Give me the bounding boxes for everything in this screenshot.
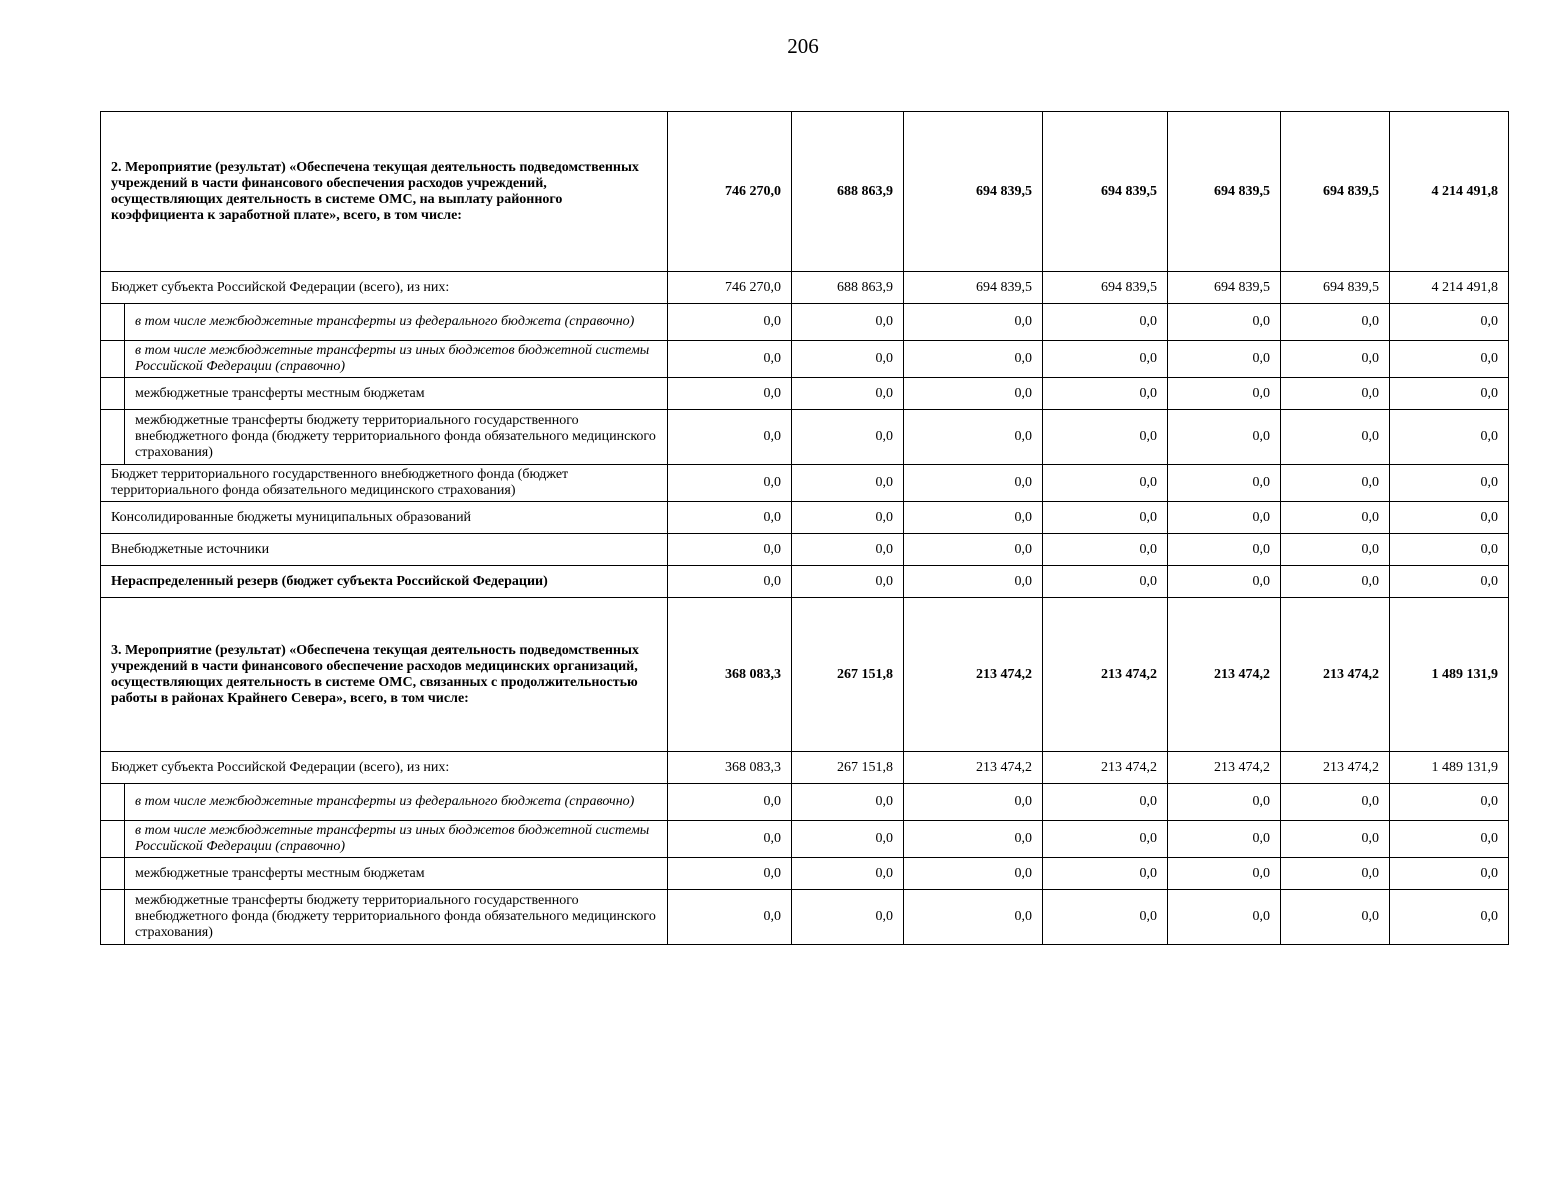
row-label: межбюджетные трансферты бюджету территориального государственного внебюджетного фонда (бюджету территориального фонда обязательного медицинского страхования)	[125, 890, 668, 945]
indent-cell	[101, 890, 125, 945]
value-cell: 0,0	[668, 784, 792, 821]
value-cell: 0,0	[1168, 784, 1281, 821]
value-cell: 0,0	[904, 890, 1043, 945]
value-cell: 0,0	[1281, 304, 1390, 341]
section-title: 3. Мероприятие (результат) «Обеспечена текущая деятельность подведомственных учреждений в части финансового обеспечение расходов медицинских организаций, осуществляющих деятельность в системе ОМС, связанных с продолжительностью работы в районах Крайнего Севера», всего, в том числе:	[101, 598, 668, 752]
row-label: Бюджет территориального государственного внебюджетного фонда (бюджет территориального фонда обязательного медицинского страхования)	[101, 465, 668, 502]
indent-cell	[101, 784, 125, 821]
value-cell: 0,0	[904, 502, 1043, 534]
value-cell: 0,0	[668, 304, 792, 341]
value-cell: 0,0	[904, 465, 1043, 502]
value-cell: 0,0	[1390, 821, 1509, 858]
value-cell: 0,0	[1281, 784, 1390, 821]
value-cell: 267 151,8	[792, 752, 904, 784]
value-cell: 0,0	[668, 821, 792, 858]
value-cell: 0,0	[1043, 858, 1168, 890]
row-label: Бюджет субъекта Российской Федерации (всего), из них:	[101, 752, 668, 784]
value-cell: 694 839,5	[1281, 272, 1390, 304]
value-cell: 0,0	[1281, 410, 1390, 465]
section-header-row	[101, 598, 1509, 752]
indent-cell	[101, 410, 125, 465]
value-cell: 694 839,5	[1168, 272, 1281, 304]
value-cell: 0,0	[1043, 784, 1168, 821]
value-cell: 0,0	[792, 784, 904, 821]
value-cell: 694 839,5	[1281, 112, 1390, 272]
value-cell: 0,0	[1168, 890, 1281, 945]
value-cell: 213 474,2	[1043, 598, 1168, 752]
table-row	[101, 566, 1509, 598]
row-label: в том числе межбюджетные трансферты из федерального бюджета (справочно)	[125, 784, 668, 821]
row-label: Внебюджетные источники	[101, 534, 668, 566]
section-title: 2. Мероприятие (результат) «Обеспечена текущая деятельность подведомственных учреждений в части финансового обеспечения расходов учреждений, осуществляющих деятельность в системе ОМС, на выплату районного коэффициента к заработной плате», всего, в том числе:	[101, 112, 668, 272]
value-cell: 694 839,5	[1043, 112, 1168, 272]
value-cell: 0,0	[1390, 534, 1509, 566]
row-label: межбюджетные трансферты местным бюджетам	[125, 378, 668, 410]
value-cell: 0,0	[792, 465, 904, 502]
value-cell: 0,0	[1281, 465, 1390, 502]
value-cell: 267 151,8	[792, 598, 904, 752]
value-cell: 0,0	[1043, 378, 1168, 410]
table-row	[101, 410, 1509, 465]
value-cell: 368 083,3	[668, 598, 792, 752]
value-cell: 368 083,3	[668, 752, 792, 784]
value-cell: 213 474,2	[904, 752, 1043, 784]
row-label: Консолидированные бюджеты муниципальных образований	[101, 502, 668, 534]
indent-cell	[101, 858, 125, 890]
value-cell: 0,0	[1168, 858, 1281, 890]
table-row	[101, 534, 1509, 566]
value-cell: 0,0	[1281, 858, 1390, 890]
table-row	[101, 858, 1509, 890]
value-cell: 694 839,5	[904, 272, 1043, 304]
budget-table	[100, 111, 1509, 945]
value-cell: 0,0	[1043, 304, 1168, 341]
value-cell: 0,0	[1168, 378, 1281, 410]
row-label: в том числе межбюджетные трансферты из иных бюджетов бюджетной системы Российской Федерации (справочно)	[125, 341, 668, 378]
value-cell: 688 863,9	[792, 112, 904, 272]
value-cell: 213 474,2	[1043, 752, 1168, 784]
value-cell: 0,0	[668, 465, 792, 502]
value-cell: 0,0	[1281, 821, 1390, 858]
value-cell: 0,0	[1168, 465, 1281, 502]
value-cell: 0,0	[668, 534, 792, 566]
table-row	[101, 272, 1509, 304]
value-cell: 0,0	[1043, 465, 1168, 502]
value-cell: 0,0	[1390, 304, 1509, 341]
table-row	[101, 502, 1509, 534]
value-cell: 0,0	[1390, 566, 1509, 598]
value-cell: 0,0	[792, 304, 904, 341]
value-cell: 0,0	[792, 410, 904, 465]
value-cell: 694 839,5	[1168, 112, 1281, 272]
value-cell: 0,0	[792, 566, 904, 598]
value-cell: 0,0	[792, 378, 904, 410]
table-row	[101, 341, 1509, 378]
value-cell: 0,0	[1043, 534, 1168, 566]
value-cell: 694 839,5	[1043, 272, 1168, 304]
value-cell: 0,0	[668, 502, 792, 534]
value-cell: 0,0	[1281, 378, 1390, 410]
value-cell: 0,0	[1043, 566, 1168, 598]
table-row	[101, 465, 1509, 502]
value-cell: 0,0	[792, 341, 904, 378]
value-cell: 0,0	[668, 566, 792, 598]
value-cell: 694 839,5	[904, 112, 1043, 272]
value-cell: 0,0	[1390, 858, 1509, 890]
value-cell: 0,0	[904, 534, 1043, 566]
table-row	[101, 890, 1509, 945]
table-row	[101, 378, 1509, 410]
value-cell: 0,0	[792, 502, 904, 534]
value-cell: 0,0	[1168, 821, 1281, 858]
value-cell: 0,0	[1168, 410, 1281, 465]
value-cell: 0,0	[1168, 304, 1281, 341]
value-cell: 0,0	[1390, 341, 1509, 378]
value-cell: 0,0	[1168, 341, 1281, 378]
row-label: Бюджет субъекта Российской Федерации (всего), из них:	[101, 272, 668, 304]
value-cell: 0,0	[1043, 410, 1168, 465]
value-cell: 213 474,2	[1168, 752, 1281, 784]
value-cell: 0,0	[1390, 410, 1509, 465]
value-cell: 0,0	[792, 890, 904, 945]
value-cell: 213 474,2	[1168, 598, 1281, 752]
indent-cell	[101, 304, 125, 341]
value-cell: 4 214 491,8	[1390, 272, 1509, 304]
value-cell: 1 489 131,9	[1390, 752, 1509, 784]
indent-cell	[101, 341, 125, 378]
page-number: 206	[787, 34, 819, 58]
row-label: межбюджетные трансферты местным бюджетам	[125, 858, 668, 890]
section-header-row	[101, 112, 1509, 272]
value-cell: 0,0	[1281, 534, 1390, 566]
indent-cell	[101, 821, 125, 858]
table-row	[101, 304, 1509, 341]
row-label: в том числе межбюджетные трансферты из федерального бюджета (справочно)	[125, 304, 668, 341]
value-cell: 0,0	[904, 858, 1043, 890]
value-cell: 0,0	[668, 341, 792, 378]
value-cell: 4 214 491,8	[1390, 112, 1509, 272]
value-cell: 0,0	[668, 378, 792, 410]
value-cell: 0,0	[1281, 566, 1390, 598]
value-cell: 0,0	[792, 534, 904, 566]
value-cell: 0,0	[904, 410, 1043, 465]
value-cell: 746 270,0	[668, 112, 792, 272]
value-cell: 213 474,2	[1281, 752, 1390, 784]
value-cell: 0,0	[904, 821, 1043, 858]
value-cell: 0,0	[668, 858, 792, 890]
value-cell: 0,0	[1390, 784, 1509, 821]
value-cell: 0,0	[1043, 890, 1168, 945]
value-cell: 0,0	[792, 858, 904, 890]
value-cell: 0,0	[904, 566, 1043, 598]
table-row	[101, 821, 1509, 858]
value-cell: 0,0	[904, 304, 1043, 341]
value-cell: 0,0	[668, 890, 792, 945]
row-label: Нераспределенный резерв (бюджет субъекта Российской Федерации)	[101, 566, 668, 598]
value-cell: 0,0	[1390, 890, 1509, 945]
value-cell: 213 474,2	[1281, 598, 1390, 752]
value-cell: 0,0	[1168, 502, 1281, 534]
value-cell: 0,0	[1281, 890, 1390, 945]
value-cell: 0,0	[1043, 821, 1168, 858]
row-label: в том числе межбюджетные трансферты из иных бюджетов бюджетной системы Российской Федерации (справочно)	[125, 821, 668, 858]
value-cell: 0,0	[1043, 341, 1168, 378]
value-cell: 0,0	[904, 378, 1043, 410]
indent-cell	[101, 378, 125, 410]
value-cell: 0,0	[1281, 502, 1390, 534]
value-cell: 746 270,0	[668, 272, 792, 304]
value-cell: 0,0	[1043, 502, 1168, 534]
value-cell: 1 489 131,9	[1390, 598, 1509, 752]
value-cell: 0,0	[904, 784, 1043, 821]
table-row	[101, 752, 1509, 784]
value-cell: 213 474,2	[904, 598, 1043, 752]
value-cell: 0,0	[1390, 378, 1509, 410]
table-row	[101, 784, 1509, 821]
value-cell: 0,0	[1390, 502, 1509, 534]
value-cell: 0,0	[1390, 465, 1509, 502]
value-cell: 0,0	[904, 341, 1043, 378]
value-cell: 0,0	[668, 410, 792, 465]
budget-table-body	[101, 112, 1509, 945]
value-cell: 0,0	[1168, 534, 1281, 566]
value-cell: 0,0	[1168, 566, 1281, 598]
value-cell: 0,0	[1281, 341, 1390, 378]
value-cell: 688 863,9	[792, 272, 904, 304]
row-label: межбюджетные трансферты бюджету территориального государственного внебюджетного фонда (бюджету территориального фонда обязательного медицинского страхования)	[125, 410, 668, 465]
value-cell: 0,0	[792, 821, 904, 858]
